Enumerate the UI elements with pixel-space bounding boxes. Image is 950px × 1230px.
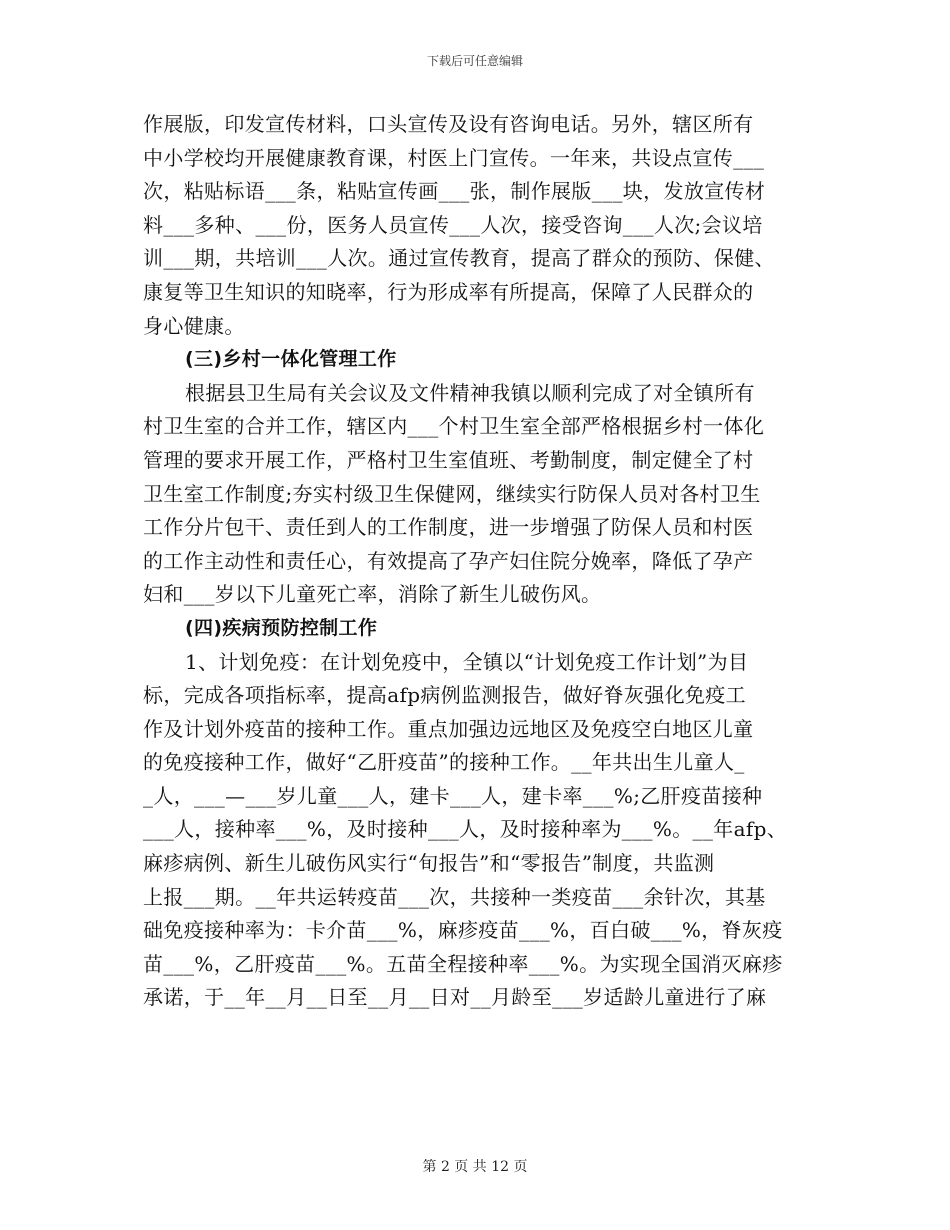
page-header-note: 下载后可任意编辑 [426,54,523,68]
body-line: 次，粘贴标语___条，粘贴宣传画___张，制作展版___块，发放宣传材 [143,179,766,204]
body-line: _人，___—___岁儿童___人，建卡___人，建卡率___%;乙肝疫苗接种 [143,783,763,808]
body-line: 础免疫接种率为：卡介苗___%，麻疹疫苗___%，百白破___%，脊灰疫 [143,918,783,943]
body-line: 承诺，于__年__月__日至__月__日对__月龄至___岁适龄儿童进行了麻 [143,985,767,1010]
page-number-footer: 第 2 页 共 12 页 [422,1159,528,1175]
body-line: 身心健康。 [143,313,245,338]
body-line: 训___期，共培训___人次。通过宣传教育，提高了群众的预防、保健、 [143,246,775,271]
body-line: ___人，接种率___%，及时接种___人，及时接种率为___%。__年afp、 [143,817,788,842]
body-line: 村卫生室的合并工作，辖区内___个村卫生室全部严格根据乡村一体化 [143,414,765,439]
body-line: 康复等卫生知识的知晓率，行为形成率有所提高，保障了人民群众的 [143,279,754,304]
document-body [143,108,807,1015]
body-line: 管理的要求开展工作，严格村卫生室值班、考勤制度，制定健全了村 [143,447,754,472]
body-line: 卫生室工作制度;夯实村级卫生保健网，继续实行防保人员对各村卫生 [143,481,761,506]
body-line: 根据县卫生局有关会议及文件精神我镇以顺利完成了对全镇所有 [185,380,755,405]
body-line: 中小学校均开展健康教育课，村医上门宣传。一年来，共设点宣传___ [143,145,765,170]
body-line: 料___多种、___份，医务人员宣传___人次，接受咨询___人次;会议培 [143,212,763,237]
body-line: 标，完成各项指标率，提高afp病例监测报告，做好脊灰强化免疫工 [143,683,746,708]
section-heading-3: (三)乡村一体化管理工作 [185,348,397,371]
section-heading-4: (四)疾病预防控制工作 [185,616,378,639]
body-line: 作及计划外疫苗的接种工作。重点加强边远地区及免疫空白地区儿童 [143,716,754,741]
body-line: 苗___%，乙肝疫苗___%。五苗全程接种率___%。为实现全国消灭麻疹 [143,951,783,976]
body-line: 妇和___岁以下儿童死亡率，消除了新生儿破伤风。 [143,582,602,607]
body-line: 的工作主动性和责任心，有效提高了孕产妇住院分娩率，降低了孕产 [143,548,754,573]
body-line: 工作分片包干、责任到人的工作制度，进一步增强了防保人员和村医 [143,515,754,540]
body-line: 作展版，印发宣传材料，口头宣传及设有咨询电话。另外，辖区所有 [143,112,754,136]
body-line: 的免疫接种工作，做好“乙肝疫苗”的接种工作。__年共出生儿童人_ [143,750,745,775]
body-line: 麻疹病例、新生儿破伤风实行“旬报告”和“零报告”制度，共监测 [143,851,715,876]
body-line: 1、计划免疫：在计划免疫中，全镇以“计划免疫工作计划”为目 [185,649,749,674]
body-line: 上报___期。__年共运转疫苗___次，共接种一类疫苗___余针次，其基 [143,884,766,909]
